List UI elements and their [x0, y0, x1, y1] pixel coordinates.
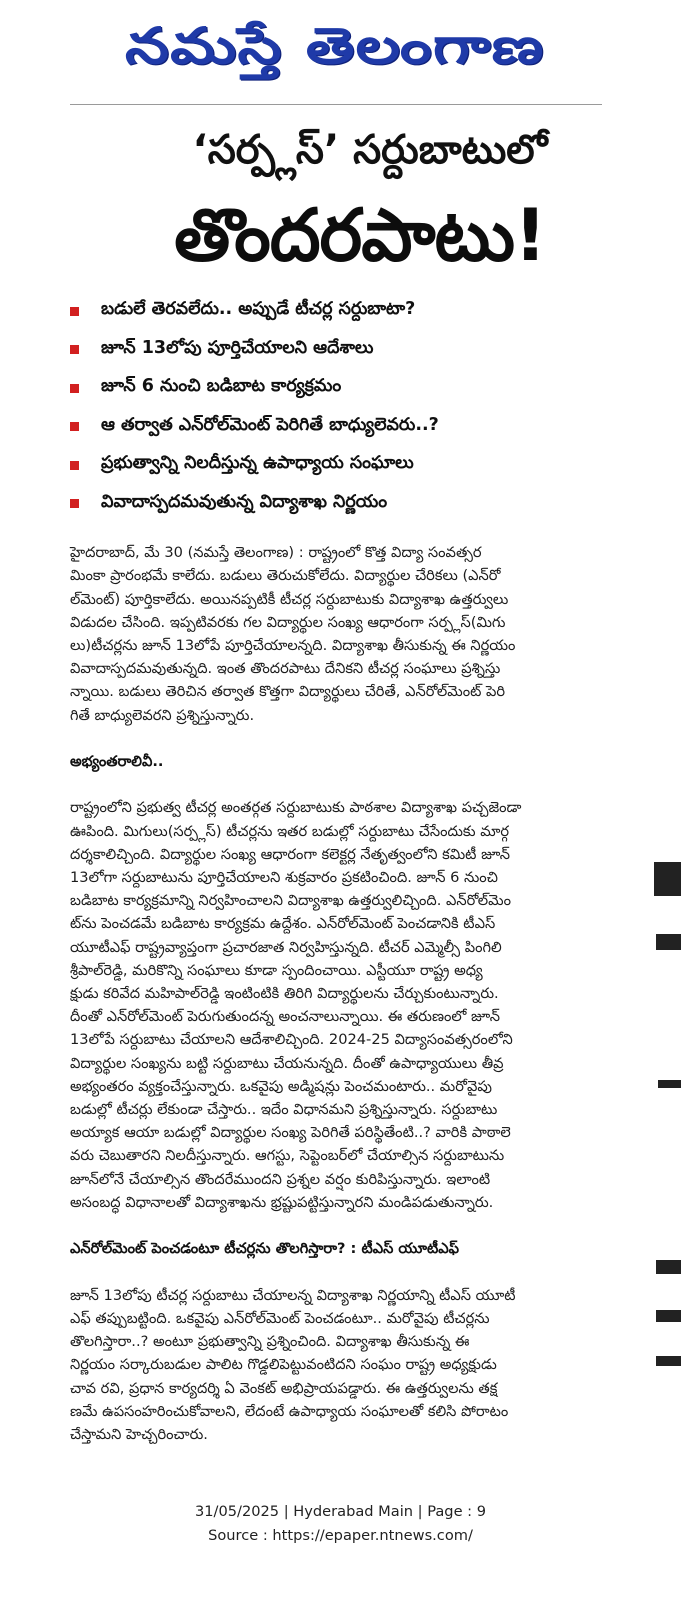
article-subhead: అభ్యంతరాలివీ..	[70, 753, 164, 771]
bullet-square-icon	[70, 384, 79, 393]
article-subhead: ఎన్‌రోల్‌మెంట్ పెంచడంటూ టీచర్లను తొలగిస్తారా? : టీఎస్ యూటీఎఫ్	[70, 1240, 459, 1258]
highlight-text: ప్రభుత్వాన్ని నిలదీస్తున్న ఉపాధ్యాయ సంఘాలు	[101, 453, 414, 473]
highlight-text: జూన్ 13లోపు పూర్తిచేయాలని ఆదేశాలు	[101, 337, 374, 358]
highlight-item	[70, 369, 630, 407]
bullet-square-icon	[70, 345, 79, 354]
bullet-square-icon	[70, 461, 79, 470]
highlight-text: ఆ తర్వాత ఎన్‌రోల్‌మెంట్ పెరిగితే బాధ్యులెవరు..?	[101, 414, 439, 435]
highlight-item	[70, 331, 630, 369]
source-link[interactable]: Source : https://epaper.ntnews.com/	[208, 1527, 473, 1544]
edition-info: 31/05/2025 | Hyderabad Main | Page : 9	[194, 1503, 487, 1520]
headline-line-1: ‘సర్ప్లస్’ సర్దుబాటులో	[192, 127, 548, 173]
masthead-title: నమస్తే తెలంగాణ	[125, 16, 545, 75]
bullet-square-icon	[70, 307, 79, 316]
headline-line-2: తొందరపాటు!	[174, 193, 546, 277]
page-footer	[0, 1500, 681, 1548]
article-body	[70, 518, 660, 1469]
highlight-item	[70, 292, 630, 330]
column-edge-mark	[658, 1080, 681, 1088]
masthead-divider	[70, 104, 602, 105]
highlight-item	[70, 485, 630, 523]
highlight-item	[70, 408, 630, 446]
highlight-item	[70, 446, 630, 484]
highlight-text: వివాదాస్పదమవుతున్న విద్యాశాఖ నిర్ణయం	[101, 491, 388, 512]
article-paragraph: జూన్ 13లోపు టీచర్ల సర్దుబాటు చేయాలన్న విద్యాశాఖ నిర్ణయాన్ని టీఎస్ యూటీ ఎఫ్ తప్పుబట్టింది. ఒకవైపు ఎన్‌రోల్‌మెంట్ పెంచడంటూ.. మరోవైపు టీచర్లను తొలగిస్తారా..? అంటూ ప్రభుత్వాన్ని ప్రశ్నించింది. విద్యాశాఖ తీసుకున్న ఈ నిర్ణయం సర్కారుబడుల పాలిట గొడ్డలిపెట్టువంటిదని సంఘం రాష్ట్ర అధ్యక్షుడు చావ రవి, ప్రధాన కార్యదర్శి ఏ వెంకట్ అభిప్రాయపడ్డారు. ఈ ఉత్తర్వులను తక్ష ణమే ఉపసంహరించుకోవాలని, లేదంటే ఉపాధ్యాయ సంఘాలతో కలిసి పోరాటం చేస్తామని హెచ్చరించారు.	[70, 1286, 516, 1443]
bullet-square-icon	[70, 499, 79, 508]
highlights-list	[70, 292, 630, 523]
article-paragraph: రాష్ట్రంలోని ప్రభుత్వ టీచర్ల అంతర్గత సర్దుబాటుకు పాఠశాల విద్యాశాఖ పచ్చజెండా ఊపింది. మిగులు(సర్ప్లస్) టీచర్లను ఇతర బడుల్లో సర్దుబాటు చేసేందుకు మార్గ దర్శకాలిచ్చింది. విద్యార్థుల సంఖ్య ఆధారంగా కలెక్టర్ల నేతృత్వంలోని కమిటీ జూన్ 13లోగా సర్దుబాటును పూర్తిచేయాలని శుక్రవారం ప్రకటించింది. జూన్ 6 నుంచి బడిబాట కార్యక్రమాన్ని నిర్వహించాలని విద్యాశాఖ ఉత్తర్వులిచ్చింది. ఎన్‌రోల్‌మెం ట్‌ను పెంచడమే బడిబాట కార్యక్రమ ఉద్దేశం. ఎన్‌రోల్‌మెంట్ పెంచడానికి టీఎస్ యూటీఎఫ్ రాష్ట్రవ్యాప్తంగా ప్రచారజాత నిర్వహిస్తున్నది. టీచర్ ఎమ్మెల్సీ పింగిలి శ్రీపాల్‌రెడ్డి, మరికొన్ని సంఘాలు కూడా స్పందించాయి. ఎస్టీయూ రాష్ట్ర అధ్య క్షుడు కరివేద మహిపాల్‌రెడ్డి ఇంటింటికి తిరిగి విద్యార్థులను చేర్చుకుంటున్నారు. దీంతో ఎన్‌రోల్‌మెంట్ పెరుగుతుందన్న అంచనాలున్నాయి. ఈ తరుణంలో జూన్ 13లోపే సర్దుబాటు చేయాలని ఆదేశాలిచ్చింది. 2024-25 విద్యాసంవత్సరంలోని విద్యార్థుల సంఖ్యను బట్టి సర్దుబాటు చేయనున్నది. దీంతో ఉపాధ్యాయులు తీవ్ర అభ్యంతరం వ్యక్తంచేస్తున్నారు. ఒకవైపు అడ్మిషన్లు పెంచమంటారు.. మరోవైపు బడుల్లో టీచర్లు లేకుండా చేస్తారు.. ఇదేం విధానమని ప్రశ్నిస్తున్నారు. సర్దుబాటు అయ్యాక ఆయా బడుల్లో విద్యార్థుల సంఖ్య పెరిగితే పరిస్థితేంటి..? వారికి పాఠాలె వరు చెబుతారని నిలదీస్తున్నారు. ఆగస్టు, సెప్టెంబర్‌లో చేయాల్సిన సర్దుబాటును జూన్‌లోనే చేయాల్సిన తొందరేముందని ప్రశ్నల వర్షం కురిపిస్తున్నారు. ఇలాంటి అసంబద్ధ విధానాలతో విద్యాశాఖను భ్రష్టుపట్టిస్తున్నారని మండిపడుతున్నారు.	[70, 799, 522, 1211]
article-paragraph: హైదరాబాద్, మే 30 (నమస్తే తెలంగాణ) : రాష్ట్రంలో కొత్త విద్యా సంవత్సర మింకా ప్రారంభమే కాలేదు. బడులు తెరుచుకోలేదు. విద్యార్థుల చేరికలు (ఎన్‌రో ల్‌మెంట్) పూర్తికాలేదు. అయినప్పటికీ టీచర్ల సర్దుబాటుకు విద్యాశాఖ ఉత్తర్వులు విడుదల చేసింది. ఇప్పటివరకు గల విద్యార్థుల సంఖ్య ఆధారంగా సర్ప్లస్(మిగు లు)టీచర్లను జూన్ 13లోపే పూర్తిచేయాలన్నది. విద్యాశాఖ తీసుకున్న ఈ నిర్ణయం వివాదాస్పదమవుతున్నది. ఇంత తొందరపాటు దేనికని టీచర్ల సంఘాలు ప్రశ్నిస్తు న్నాయి. బడులు తెరిచిన తర్వాత కొత్తగా విద్యార్థులు చేరితే, ఎన్‌రోల్‌మెంట్ పెరి గితే బాధ్యులెవరని ప్రశ్నిస్తున్నారు.	[70, 544, 516, 724]
highlight-text: బడులే తెరవలేదు.. అప్పుడే టీచర్ల సర్దుబాటా?	[101, 299, 416, 319]
bullet-square-icon	[70, 422, 79, 431]
highlight-text: జూన్ 6 నుంచి బడిబాట కార్యక్రమం	[101, 376, 342, 396]
masthead-logo	[70, 6, 600, 98]
